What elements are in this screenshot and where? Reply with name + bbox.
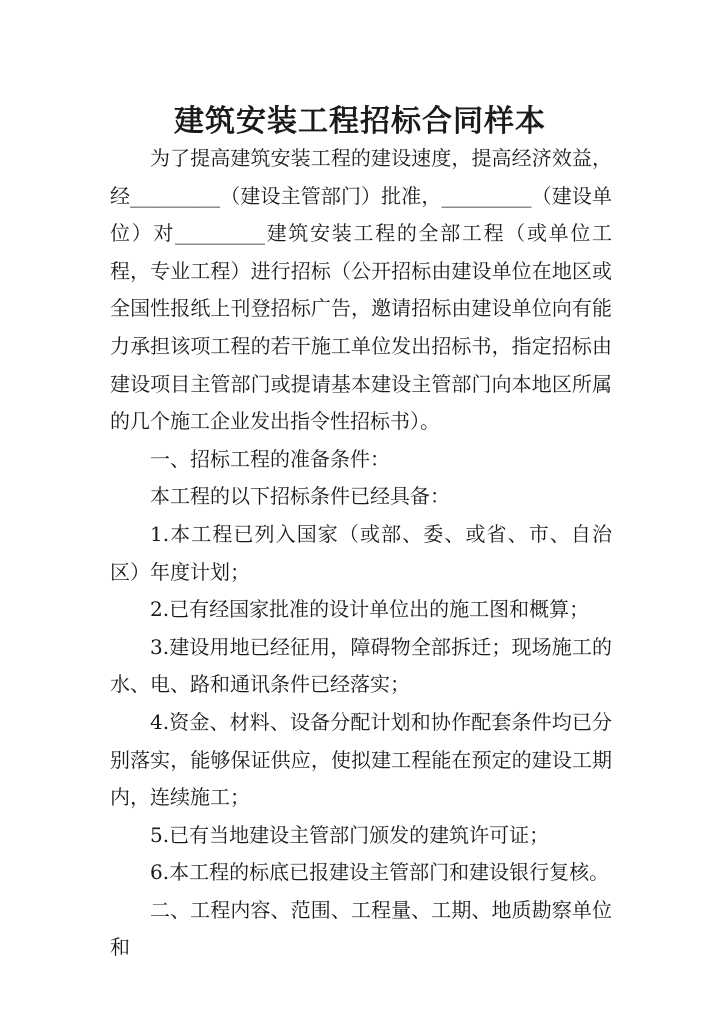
intro-paragraph: 为了提高建筑安装工程的建设速度，提高经济效益，经_________（建设主管部门）批准，_________（建设单位）对_________建筑安装工程的全部工程（或单位工程，专业工程）进行招标（公开招标由建设单位在地区或全国性报纸上刊登招标广告，邀请招标由建设单位向有能力承担该项工程的若干施工单位发出招标书，指定招标由建设项目主管部门或提请基本建设主管部门向本地区所属的几个施工企业发出指令性招标书）。 bbox=[110, 146, 612, 434]
section-heading-2: 二、工程内容、范围、工程量、工期、地质勘察单位和 bbox=[110, 897, 612, 960]
condition-item-2: 2.已有经国家批准的设计单位出的施工图和概算； bbox=[150, 597, 590, 622]
condition-item-3: 3.建设用地已经征用，障碍物全部拆迁；现场施工的水、电、路和通讯条件已经落实； bbox=[110, 634, 612, 697]
condition-item-1: 1.本工程已列入国家（或部、委、或省、市、自治区）年度计划； bbox=[110, 521, 612, 584]
document-title: 建筑安装工程招标合同样本 bbox=[174, 104, 546, 140]
condition-item-4: 4.资金、材料、设备分配计划和协作配套条件均已分别落实，能够保证供应，使拟建工程能在预定的建设工期内，连续施工； bbox=[110, 709, 612, 810]
condition-item-6: 6.本工程的标底已报建设主管部门和建设银行复核。 bbox=[150, 860, 610, 885]
document-body bbox=[110, 140, 612, 967]
conditions-intro: 本工程的以下招标条件已经具备： bbox=[150, 484, 450, 509]
section-heading-1: 一、招标工程的准备条件： bbox=[150, 446, 390, 471]
condition-item-5: 5.已有当地建设主管部门颁发的建筑许可证； bbox=[150, 822, 550, 847]
